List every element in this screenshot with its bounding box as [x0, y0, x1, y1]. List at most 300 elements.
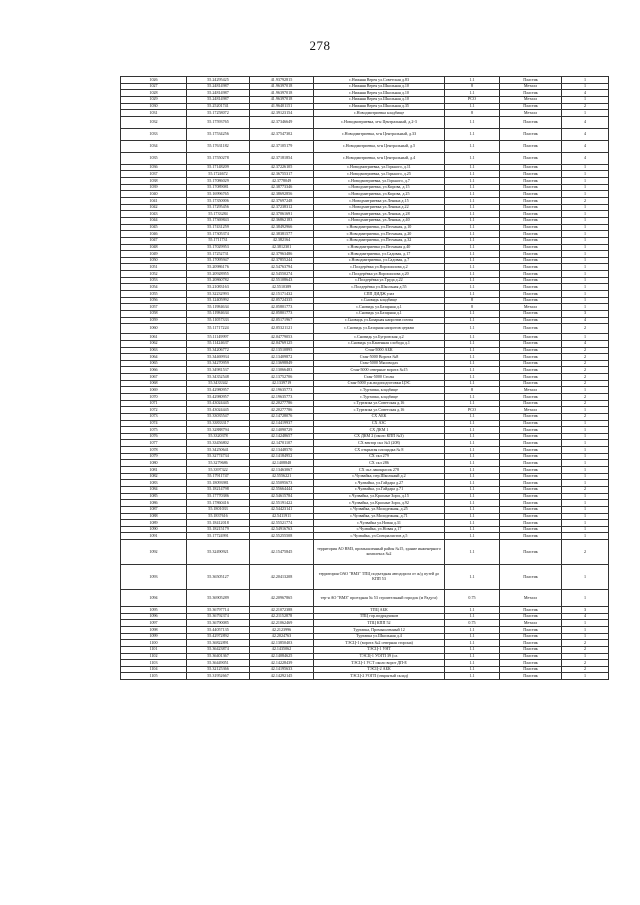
cell-latitude: 55.17860416	[187, 500, 250, 507]
cell-address: с.Полдерёвка ул.Ворошилова д.20	[314, 271, 445, 278]
table-row	[121, 526, 609, 533]
cell-material: Пластик	[500, 640, 562, 647]
cell-count: 1	[562, 164, 609, 171]
cell-material: Пластик	[500, 480, 562, 487]
cell-latitude: 55.36797714	[187, 607, 250, 614]
cell-longitude: 42.2123996	[250, 627, 314, 634]
cell-address: ТЭСЦ-2 УОГП (открытый склад)	[314, 673, 445, 680]
cell-address: с.Туртапка ул.Советская д.16	[314, 407, 445, 414]
cell-address: с.Чулвайка, ул.Молодежная, д.71	[314, 513, 445, 520]
cell-longitude: 42.38773346	[250, 184, 314, 191]
cell-row-number: 1041	[121, 198, 187, 205]
cell-row-number: 1081	[121, 467, 187, 474]
cell-material: Пластик	[500, 317, 562, 324]
cell-longitude: 41.96397018	[250, 83, 314, 90]
table-row	[121, 433, 609, 440]
cell-longitude: 42.21072388	[250, 607, 314, 614]
cell-volume: 1.1	[445, 367, 500, 374]
cell-material: Пластик	[500, 627, 562, 634]
cell-latitude: 55.3397322	[187, 467, 250, 474]
cell-row-number: 1030	[121, 103, 187, 110]
cell-material: Пластик	[500, 447, 562, 454]
table-row	[121, 673, 609, 680]
cell-material: Пластик	[500, 198, 562, 205]
cell-longitude: 41.96397018	[250, 96, 314, 103]
cell-material: Пластик	[500, 646, 562, 653]
table-row	[121, 513, 609, 520]
cell-count: 1	[562, 77, 609, 84]
cell-material: Пластик	[500, 413, 562, 420]
cell-volume: 1.1	[445, 540, 500, 565]
cell-count: 2	[562, 360, 609, 367]
cell-latitude: 55.36792374	[187, 613, 250, 620]
cell-latitude: 55.42980957	[187, 387, 250, 394]
cell-latitude: 55.17148209	[187, 164, 250, 171]
cell-count: 4	[562, 140, 609, 152]
cell-address: с.Сновидь ул.Базарная д.1	[314, 310, 445, 317]
cell-row-number: 1071	[121, 400, 187, 407]
cell-row-number: 1083	[121, 480, 187, 487]
cell-row-number: 1098	[121, 627, 187, 634]
cell-material: Пластик	[500, 673, 562, 680]
cell-volume: 1.1	[445, 427, 500, 434]
table-row	[121, 420, 609, 427]
cell-volume: 1.1	[445, 473, 500, 480]
cell-material: Пластик	[500, 178, 562, 185]
cell-latitude: 55.33456802	[187, 440, 250, 447]
cell-address: с.Новодмитриевка ул.Ленина д.15	[314, 198, 445, 205]
cell-latitude: 55.43024445	[187, 400, 250, 407]
cell-volume: 1.1	[445, 244, 500, 251]
cell-longitude: 42.20967865	[250, 590, 314, 607]
cell-longitude: 42.54916763	[250, 526, 314, 533]
cell-row-number: 1092	[121, 540, 187, 565]
table-row	[121, 506, 609, 513]
cell-longitude: 42.13698849	[250, 360, 314, 367]
cell-volume: 1.1	[445, 460, 500, 467]
cell-row-number: 1062	[121, 340, 187, 347]
cell-longitude: 42.20413208	[250, 565, 314, 590]
cell-count: 2	[562, 486, 609, 493]
table-row	[121, 291, 609, 298]
cell-material: Пластик	[500, 526, 562, 533]
cell-material: Пластик	[500, 440, 562, 447]
cell-volume: 8	[445, 83, 500, 90]
cell-material: Пластик	[500, 633, 562, 640]
cell-address: с.Нижняя Верея ул.Школьная д.35	[314, 103, 445, 110]
cell-material: Пластик	[500, 334, 562, 341]
cell-material: Пластик	[500, 660, 562, 667]
cell-row-number: 1028	[121, 90, 187, 97]
table-row	[121, 244, 609, 251]
cell-row-number: 1064	[121, 354, 187, 361]
cell-row-number: 1050	[121, 257, 187, 264]
cell-longitude: 42.39123154	[250, 110, 314, 117]
cell-address: с.Новодмитриевка, ул.Песчаная, д.10	[314, 224, 445, 231]
cell-volume: 1.1	[445, 204, 500, 211]
cell-address: территория ОАО "ВМЗ" ТПЦ подъездная автодорога от ж/д путей до КПП 53	[314, 565, 445, 590]
table-row	[121, 486, 609, 493]
cell-material: Металл	[500, 304, 562, 311]
cell-row-number: 1026	[121, 77, 187, 84]
cell-longitude: 41.96397018	[250, 90, 314, 97]
table-row	[121, 367, 609, 374]
cell-count: 1	[562, 211, 609, 218]
cell-row-number: 1072	[121, 407, 187, 414]
cell-material: Металл	[500, 407, 562, 414]
cell-latitude: 55.17369843	[187, 217, 250, 224]
cell-row-number: 1044	[121, 217, 187, 224]
cell-address: СХ скл лакокрасок 278	[314, 467, 445, 474]
cell-count: 1	[562, 297, 609, 304]
cell-material: Пластик	[500, 613, 562, 620]
cell-latitude: 55.36905289	[187, 590, 250, 607]
cell-count: 1	[562, 653, 609, 660]
cell-latitude: 55.33833317	[187, 420, 250, 427]
cell-longitude: 42.14084625	[250, 653, 314, 660]
cell-material: Пластик	[500, 211, 562, 218]
cell-longitude: 42.55191422	[250, 500, 314, 507]
cell-volume: 1.1	[445, 613, 500, 620]
cell-latitude: 55.18412018	[187, 520, 250, 527]
cell-address: с.Чулвайка, ул.Красные Зори, д.92	[314, 500, 445, 507]
cell-longitude: 42.14195633	[250, 666, 314, 673]
cell-latitude: 55.17770386	[187, 493, 250, 500]
cell-count: 1	[562, 420, 609, 427]
cell-row-number: 1029	[121, 96, 187, 103]
cell-volume: 1.1	[445, 237, 500, 244]
cell-volume: PCO	[445, 407, 500, 414]
cell-row-number: 1051	[121, 264, 187, 271]
cell-count: 3	[562, 310, 609, 317]
cell-address: с.Новодмитриевка, ул.Песчаная, д.20	[314, 231, 445, 238]
cell-material: Пластик	[500, 128, 562, 140]
cell-count: 4	[562, 152, 609, 164]
cell-count: 1	[562, 304, 609, 311]
cell-address: СХ скл 279	[314, 453, 445, 460]
cell-row-number: 1056	[121, 297, 187, 304]
table-row	[121, 493, 609, 500]
cell-volume: 0.75	[445, 620, 500, 627]
cell-count: 1	[562, 673, 609, 680]
cell-count: 1	[562, 244, 609, 251]
cell-count: 1	[562, 506, 609, 513]
cell-material: Металл	[500, 620, 562, 627]
cell-latitude: 55.17724991	[187, 533, 250, 540]
table-row	[121, 354, 609, 361]
table-row	[121, 83, 609, 90]
cell-count: 2	[562, 354, 609, 361]
cell-latitude: 55.34469934	[187, 354, 250, 361]
table-row	[121, 453, 609, 460]
cell-volume: 1.1	[445, 284, 500, 291]
cell-count: 1	[562, 526, 609, 533]
cell-volume: 0.75	[445, 590, 500, 607]
cell-latitude: 55.17631182	[187, 140, 250, 152]
cell-longitude: 42.20277786	[250, 407, 314, 414]
cell-count: 4	[562, 317, 609, 324]
cell-latitude: 55.11717224	[187, 324, 250, 334]
cell-volume: 1.1	[445, 347, 500, 354]
cell-latitude: 55.25201741	[187, 103, 250, 110]
cell-material: Пластик	[500, 116, 562, 128]
cell-address: ТПЦ гор.подрядчиков	[314, 613, 445, 620]
cell-address: с.Полдерёвка ул.Школьная д.55	[314, 284, 445, 291]
cell-address: Стан-5000 у.ж.водоподготовки ЦЭС	[314, 380, 445, 387]
cell-material: Пластик	[500, 277, 562, 284]
cell-material: Пластик	[500, 231, 562, 238]
cell-longitude: 42.15171432	[250, 291, 314, 298]
table-row	[121, 400, 609, 407]
cell-latitude: 55.17029953	[187, 244, 250, 251]
cell-latitude: 55.1711731	[187, 237, 250, 244]
cell-address: с.Новодмитриевка, м-н Центральный, д.2-3	[314, 116, 445, 128]
cell-count: 1	[562, 83, 609, 90]
cell-address: с.Новодмитриевка, ул.Горького, д.25	[314, 171, 445, 178]
cell-address: СХ ДКМ 2 (около КПП №3)	[314, 433, 445, 440]
cell-material: Пластик	[500, 244, 562, 251]
cell-volume: 1.1	[445, 128, 500, 140]
cell-address: с.Сновидь ул.Базарная напротив почты	[314, 317, 445, 324]
cell-address: с.Туртапка ул.Советская д.16	[314, 400, 445, 407]
cell-address: с.Новодмитриевка, ул.Кирова, д.25	[314, 191, 445, 198]
cell-address: с.Новодмитриевка, ул.Садовая, д.17	[314, 251, 445, 258]
table-row	[121, 152, 609, 164]
cell-volume: 1.1	[445, 77, 500, 84]
cell-longitude: 42.05724335	[250, 297, 314, 304]
cell-row-number: 1038	[121, 178, 187, 185]
table-row	[121, 277, 609, 284]
cell-row-number: 1061	[121, 334, 187, 341]
table-row	[121, 257, 609, 264]
table-row	[121, 427, 609, 434]
cell-volume: 1.1	[445, 447, 500, 454]
cell-longitude: 42.37181854	[250, 152, 314, 164]
cell-longitude: 42.38381577	[250, 231, 314, 238]
cell-address: с.Сновидь ул.Бугровская д.2	[314, 334, 445, 341]
cell-count: 1	[562, 191, 609, 198]
cell-address: с.Новодмитриевка, ул.Кирова, д.15	[314, 184, 445, 191]
table-row	[121, 473, 609, 480]
cell-longitude: 42.13066483	[250, 367, 314, 374]
cell-volume: 1.1	[445, 520, 500, 527]
cell-longitude: 42.2024763	[250, 633, 314, 640]
cell-row-number: 1085	[121, 493, 187, 500]
cell-volume: 1.1	[445, 310, 500, 317]
cell-latitude: 55.32232993	[187, 291, 250, 298]
cell-latitude: 55.32490921	[187, 540, 250, 565]
table-row	[121, 334, 609, 341]
cell-row-number: 1075	[121, 427, 187, 434]
cell-volume: 1.1	[445, 607, 500, 614]
table-row	[121, 77, 609, 84]
cell-count: 1	[562, 96, 609, 103]
cell-latitude: 55.17252731	[187, 251, 250, 258]
cell-address: с.Новодмитриевка кладбище	[314, 110, 445, 117]
cell-volume: 1.1	[445, 513, 500, 520]
cell-row-number: 1053	[121, 277, 187, 284]
cell-row-number: 1076	[121, 433, 187, 440]
table-row	[121, 653, 609, 660]
cell-volume: 1.1	[445, 291, 500, 298]
cell-latitude: 55.42972892	[187, 633, 250, 640]
cell-material: Пластик	[500, 666, 562, 673]
cell-latitude: 55.17095947	[187, 257, 250, 264]
cell-row-number: 1080	[121, 460, 187, 467]
cell-longitude: 42.20277786	[250, 400, 314, 407]
cell-material: Пластик	[500, 271, 562, 278]
table-row	[121, 251, 609, 258]
cell-row-number: 1046	[121, 231, 187, 238]
cell-volume: 1.1	[445, 627, 500, 634]
cell-latitude: 55.24295425	[187, 77, 250, 84]
cell-material: Пластик	[500, 217, 562, 224]
cell-row-number: 1039	[121, 184, 187, 191]
cell-material: Пластик	[500, 513, 562, 520]
cell-material: Пластик	[500, 433, 562, 440]
cell-volume: PCO	[445, 96, 500, 103]
cell-longitude: 42.21152878	[250, 613, 314, 620]
table-row	[121, 284, 609, 291]
cell-latitude: 55.34352548	[187, 374, 250, 381]
cell-address: с.Нижняя Верея ул.Школьная д.10	[314, 96, 445, 103]
cell-row-number: 1105	[121, 673, 187, 680]
cell-material: Металл	[500, 96, 562, 103]
cell-longitude: 42.14292145	[250, 673, 314, 680]
cell-volume: 1.1	[445, 393, 500, 400]
cell-longitude: 42.05801773	[250, 304, 314, 311]
cell-material: Пластик	[500, 506, 562, 513]
cell-count: 4	[562, 128, 609, 140]
cell-count: 2	[562, 393, 609, 400]
cell-material: Пластик	[500, 103, 562, 110]
cell-volume: 1.1	[445, 500, 500, 507]
cell-row-number: 1082	[121, 473, 187, 480]
cell-volume: 1.1	[445, 334, 500, 341]
cell-volume: 1.1	[445, 171, 500, 178]
cell-material: Пластик	[500, 453, 562, 460]
cell-material: Пластик	[500, 473, 562, 480]
cell-longitude: 42.13752706	[250, 374, 314, 381]
cell-address: СХ АБК	[314, 413, 445, 420]
cell-count: 2	[562, 646, 609, 653]
cell-latitude: 55.17350006	[187, 198, 250, 205]
cell-longitude: 42.55521774	[250, 520, 314, 527]
cell-material: Металл	[500, 590, 562, 607]
cell-address: СХ ДКМ 1	[314, 427, 445, 434]
cell-row-number: 1069	[121, 387, 187, 394]
cell-row-number: 1070	[121, 393, 187, 400]
cell-row-number: 1104	[121, 666, 187, 673]
cell-count: 1	[562, 453, 609, 460]
data-table	[120, 76, 609, 680]
cell-volume: 1.1	[445, 666, 500, 673]
cell-longitude: 42.14090729	[250, 427, 314, 434]
table-row	[121, 460, 609, 467]
cell-address: с.Чулвайка, ул.Гайдара д.27	[314, 480, 445, 487]
cell-count: 1	[562, 447, 609, 454]
cell-row-number: 1091	[121, 533, 187, 540]
cell-volume: 1.1	[445, 90, 500, 97]
cell-address: с.Чулвайка, ул.Специалистов д.5	[314, 533, 445, 540]
cell-count: 2	[562, 103, 609, 110]
cell-count: 1	[562, 271, 609, 278]
cell-material: Пластик	[500, 90, 562, 97]
cell-longitude: 42.36862183	[250, 217, 314, 224]
table-row	[121, 360, 609, 367]
cell-address: с.Чулвайка ул.Новая д.31	[314, 520, 445, 527]
table-row	[121, 116, 609, 128]
cell-longitude: 42.37346649	[250, 116, 314, 128]
cell-latitude: 55.20860782	[187, 277, 250, 284]
table-row	[121, 640, 609, 647]
cell-longitude: 42.05171967	[250, 317, 314, 324]
cell-latitude: 55.36423874	[187, 646, 250, 653]
cell-address: с.Новодмитриевка, ул.Песчаная, д.32	[314, 237, 445, 244]
table-row	[121, 393, 609, 400]
cell-address: с.Нижняя Верея ул.Советская д.83	[314, 77, 445, 84]
cell-longitude: 42.54615784	[250, 493, 314, 500]
cell-row-number: 1086	[121, 500, 187, 507]
table-row	[121, 140, 609, 152]
cell-volume: 1.1	[445, 140, 500, 152]
cell-material: Пластик	[500, 191, 562, 198]
cell-address: с.Новодмитриевка, м-н Центральный, д.5	[314, 140, 445, 152]
cell-address: Туртапка, Промышленный 12	[314, 627, 445, 634]
cell-material: Пластик	[500, 520, 562, 527]
cell-longitude: 41.96401151	[250, 103, 314, 110]
cell-count: 4	[562, 613, 609, 620]
cell-row-number: 1047	[121, 237, 187, 244]
cell-longitude: 42.37697248	[250, 198, 314, 205]
table-row	[121, 666, 609, 673]
cell-volume: 1.1	[445, 354, 500, 361]
cell-volume: 8	[445, 110, 500, 117]
table-row	[121, 178, 609, 185]
cell-address: Стан-5000 Мясоводах	[314, 360, 445, 367]
cell-row-number: 1090	[121, 526, 187, 533]
cell-latitude: 55.11057333	[187, 317, 250, 324]
cell-volume: 1.1	[445, 251, 500, 258]
cell-longitude: 42.19635773	[250, 387, 314, 394]
cell-count: 1	[562, 257, 609, 264]
table-row	[121, 646, 609, 653]
cell-longitude: 42.14419937	[250, 420, 314, 427]
cell-address: с.Сновидь ул.Каменная слобода д.1	[314, 340, 445, 347]
cell-volume: 1.1	[445, 640, 500, 647]
cell-row-number: 1103	[121, 660, 187, 667]
cell-latitude: 55.17305374	[187, 231, 250, 238]
cell-latitude: 55.33035547	[187, 413, 250, 420]
table-row	[121, 297, 609, 304]
cell-address: с.Туртапка, кладбище	[314, 387, 445, 394]
cell-material: Пластик	[500, 237, 562, 244]
cell-latitude: 55.3433342	[187, 380, 250, 387]
cell-latitude: 55.12405992	[187, 297, 250, 304]
cell-material: Пластик	[500, 164, 562, 171]
cell-row-number: 1052	[121, 271, 187, 278]
cell-address: ТЭСЦ-2 АБК	[314, 666, 445, 673]
cell-volume: 1.1	[445, 271, 500, 278]
table-row	[121, 467, 609, 474]
table-row	[121, 500, 609, 507]
cell-address: Стан-5000 АБК	[314, 347, 445, 354]
cell-count: 2	[562, 413, 609, 420]
cell-volume: 1.1	[445, 493, 500, 500]
cell-row-number: 1060	[121, 324, 187, 334]
cell-latitude: 55.1724672	[187, 171, 250, 178]
cell-address: с.Чулвайка, ул.Новая д.17	[314, 526, 445, 533]
